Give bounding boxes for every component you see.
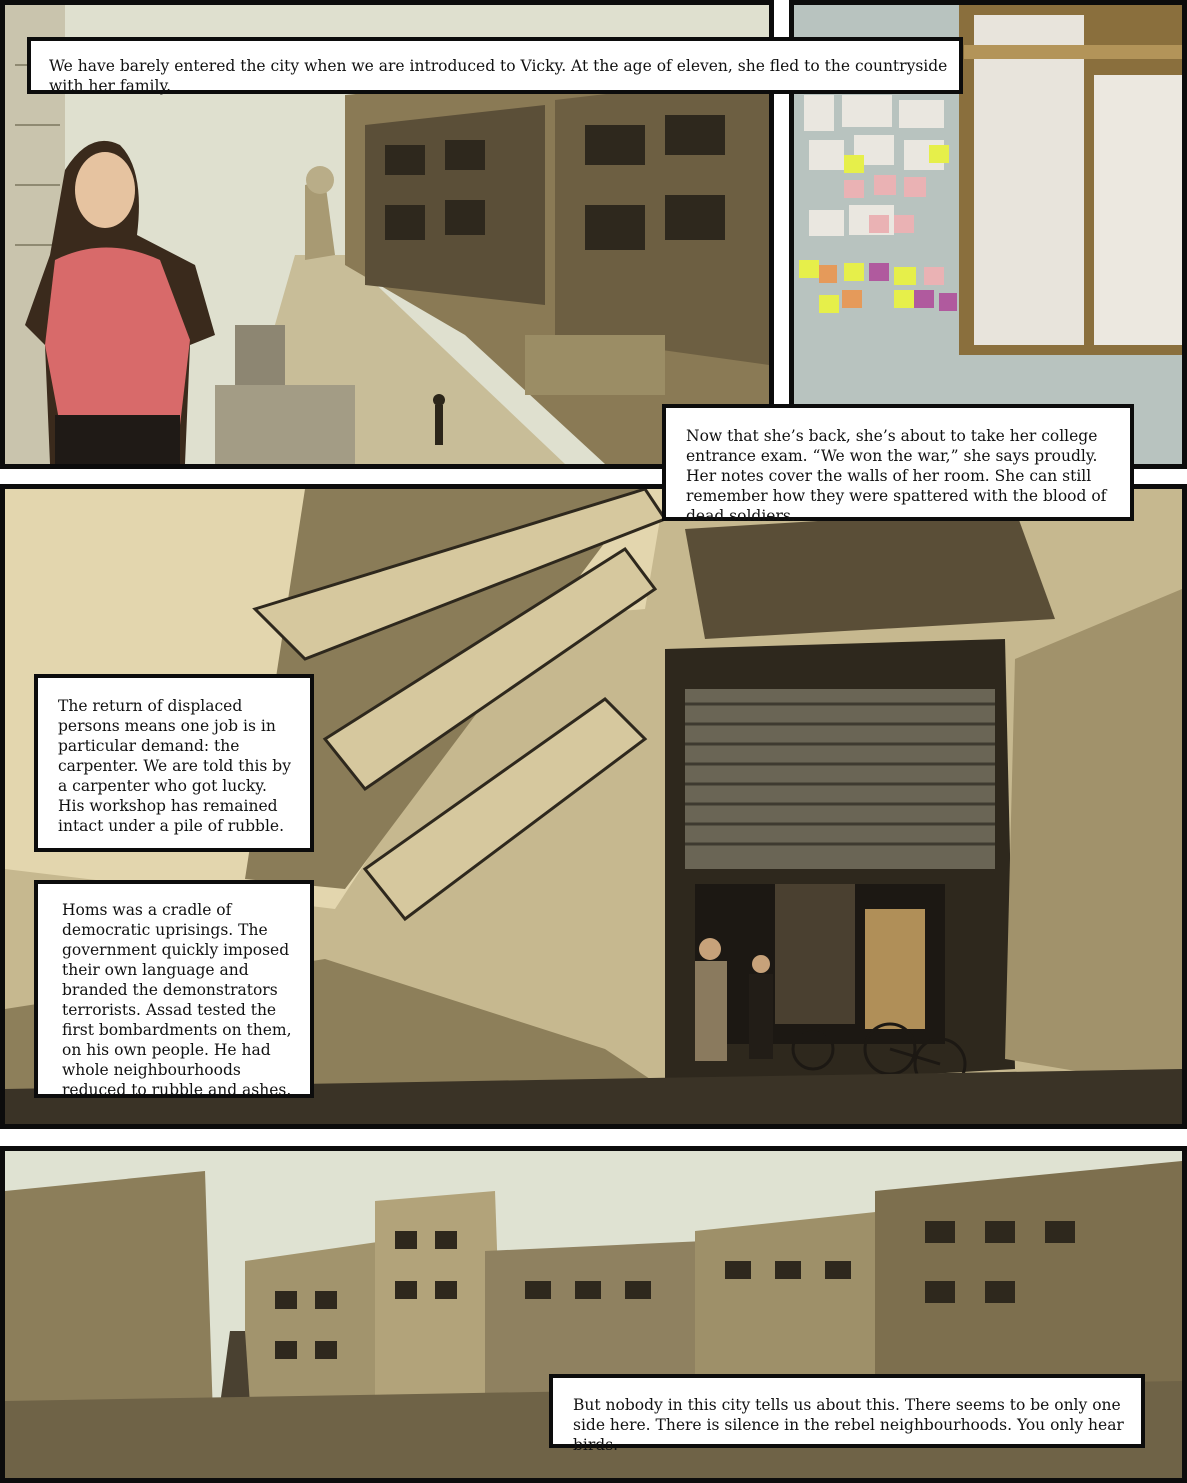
caption-silence: But nobody in this city tells us about this. There seems to be only one side here. There is silence in the rebel neighbourhoods. You only hear birds. xyxy=(549,1374,1145,1448)
caption-vicky-back: Now that she’s back, she’s about to take her college entrance exam. “We won the war,” she says proudly. Her notes cover the walls of her room. She can still remember how they were spattered with the blood of dead soldiers. xyxy=(662,404,1134,521)
caption-carpenter: The return of displaced persons means one job is in particular demand: the carpenter. We are told this by a carpenter who got lucky. His workshop has remained intact under a pile of rubble. xyxy=(34,674,314,852)
caption-homs-cradle: Homs was a cradle of democratic uprisings. The government quickly imposed their own language and branded the demonstrators terrorists. Assad tested the first bombardments on them, on his own people. He had whole neighbourhoods reduced to rubble and ashes. xyxy=(34,880,314,1098)
caption-vicky-intro: We have barely entered the city when we are introduced to Vicky. At the age of eleven, she fled to the countryside with her family. xyxy=(27,37,963,94)
